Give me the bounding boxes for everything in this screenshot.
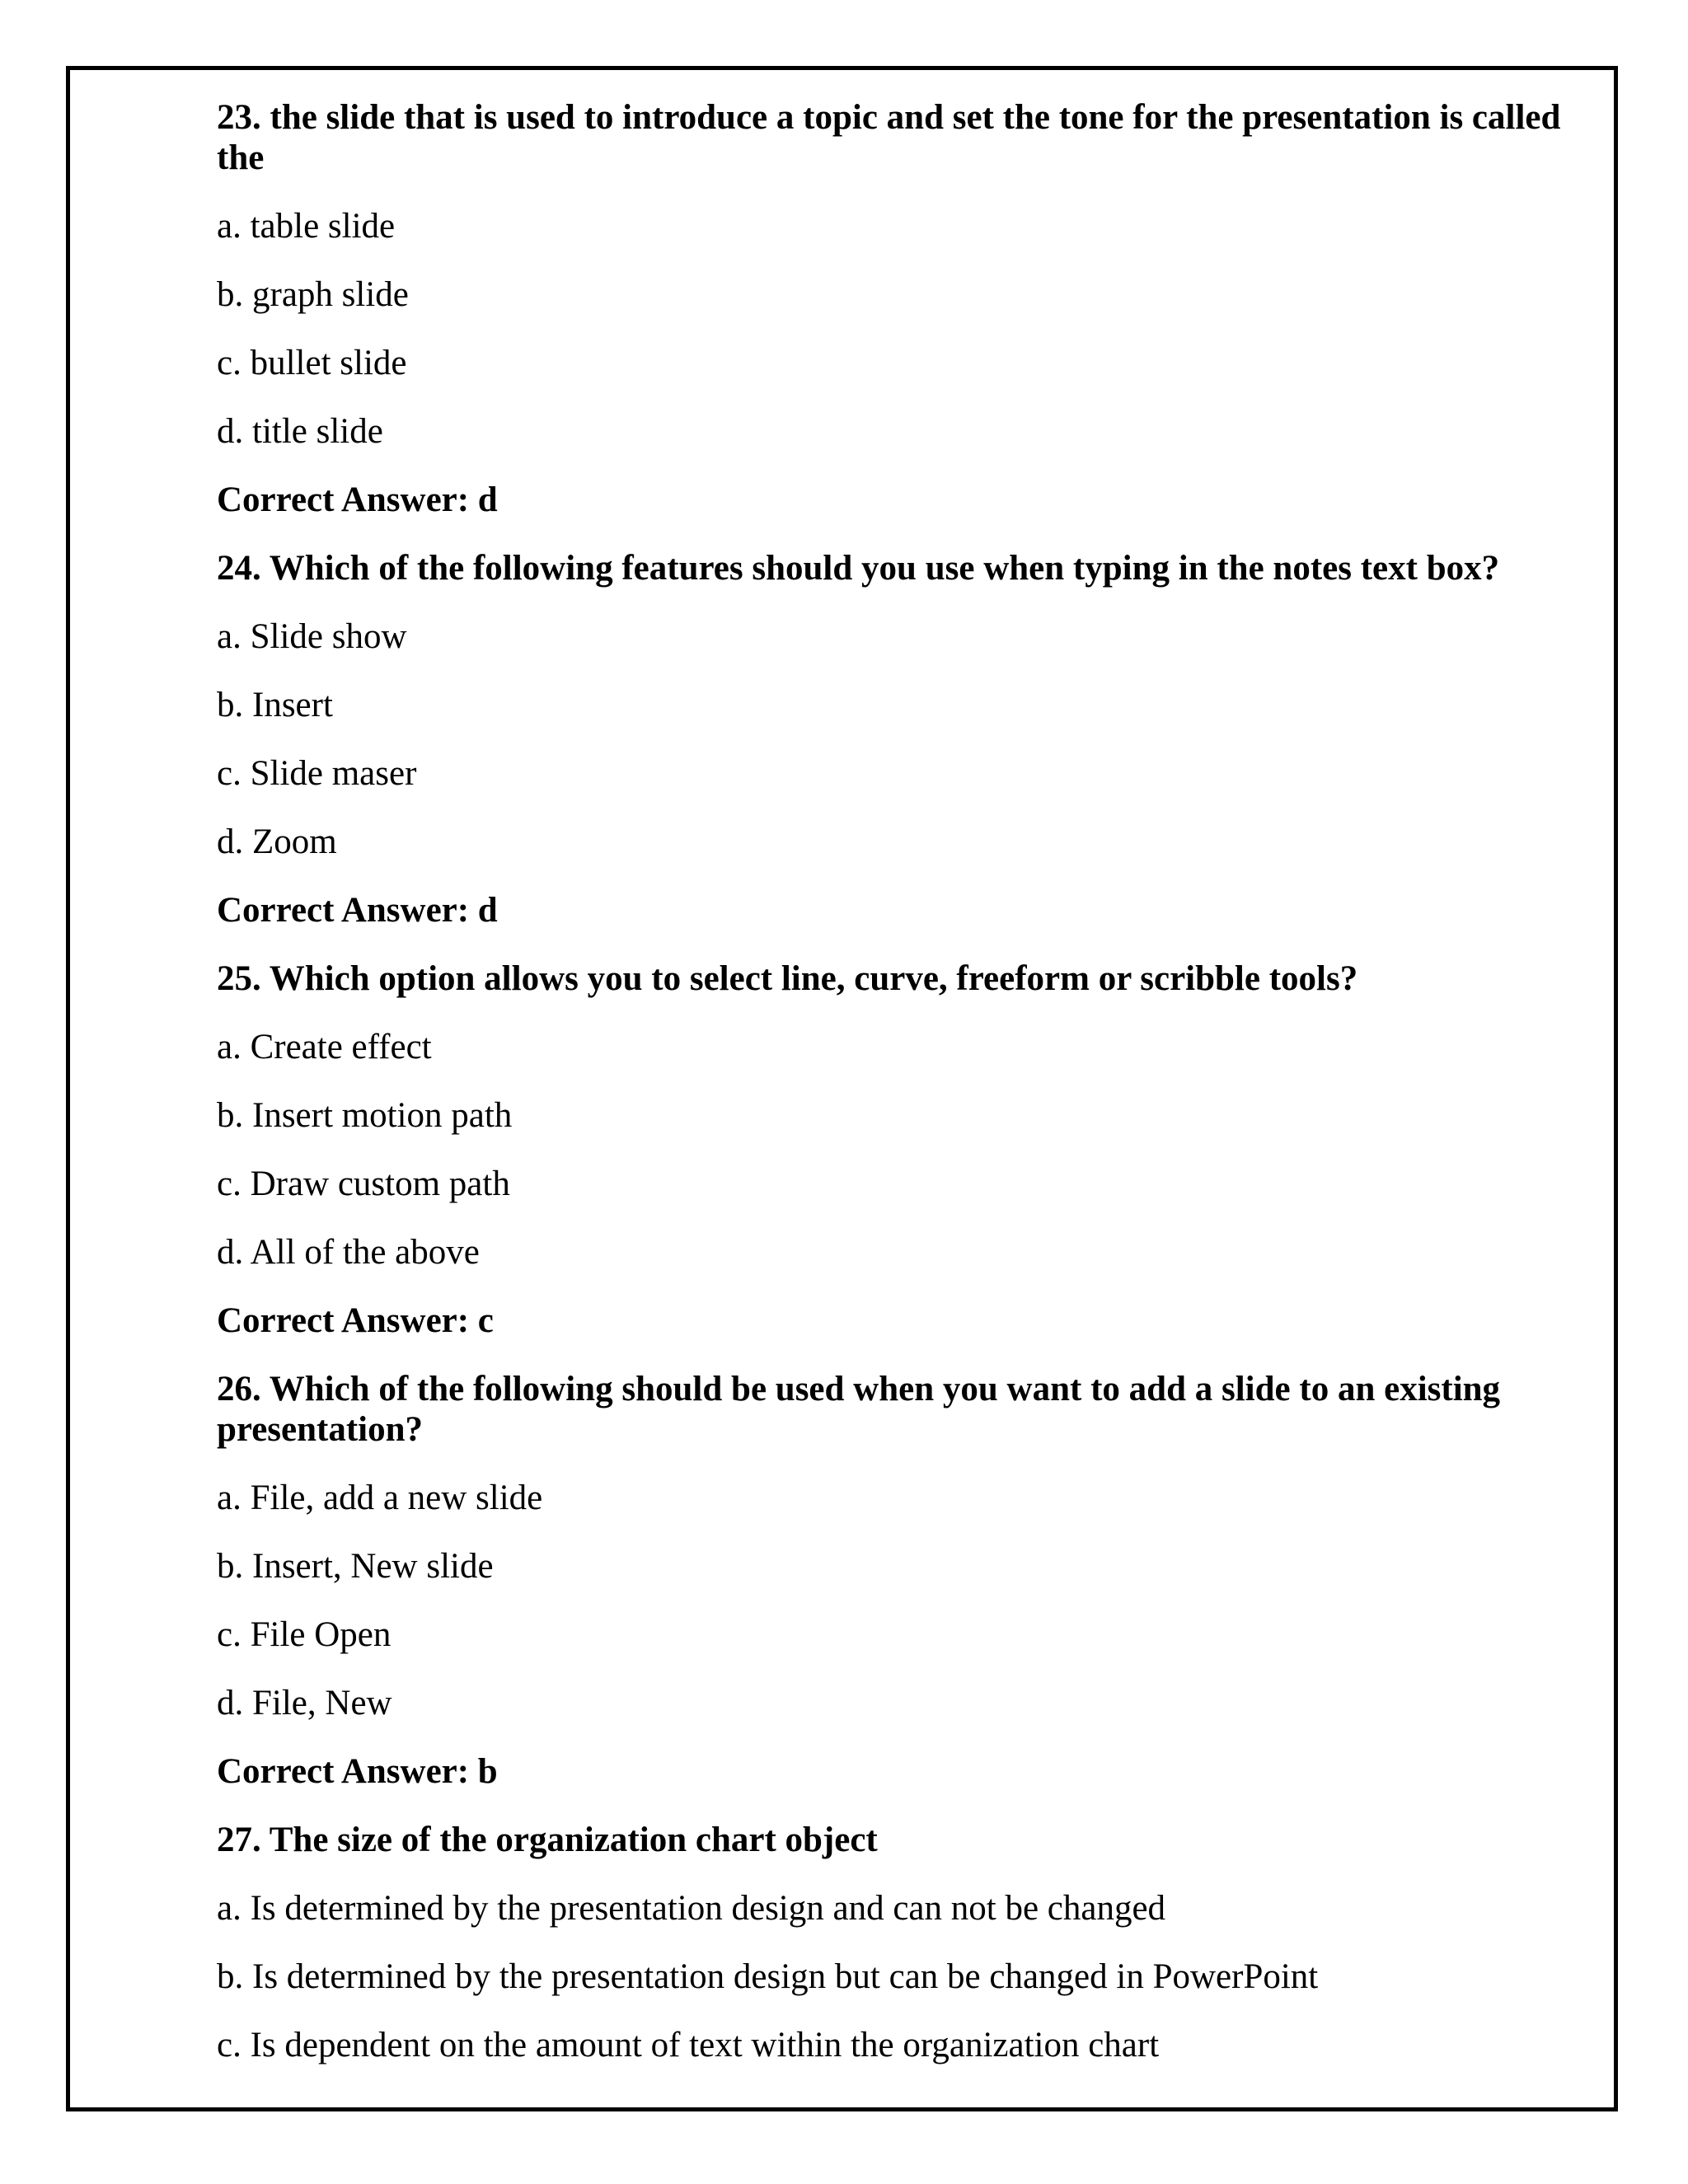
option-a: a. Slide show (217, 617, 407, 656)
question-block-25 (217, 958, 1587, 1341)
option-a: a. Is determined by the presentation design and can not be changed (217, 1889, 1166, 1928)
correct-answer: Correct Answer: d (217, 480, 498, 519)
option-b: b. Insert motion path (217, 1096, 513, 1135)
correct-answer: Correct Answer: d (217, 891, 498, 930)
option-b: b. Is determined by the presentation design but can be changed in PowerPoint (217, 1957, 1319, 1996)
option-c: c. Draw custom path (217, 1165, 510, 1203)
option-a: a. Create effect (217, 1028, 432, 1066)
correct-answer: Correct Answer: c (217, 1301, 494, 1340)
option-a: a. table slide (217, 207, 396, 246)
question-block-23 (217, 97, 1587, 520)
question-text: 23. the slide that is used to introduce a topic and set the tone for the presentation is called the (217, 98, 1561, 177)
correct-answer: Correct Answer: b (217, 1752, 498, 1791)
option-d: d. File, New (217, 1684, 392, 1722)
option-b: b. Insert (217, 686, 333, 724)
option-c: c. Is dependent on the amount of text within the organization chart (217, 2026, 1160, 2064)
option-d: d. Zoom (217, 823, 337, 861)
question-block-27 (217, 1820, 1587, 2065)
option-c: c. bullet slide (217, 344, 407, 382)
question-text: 24. Which of the following features should you use when typing in the notes text box? (217, 549, 1500, 588)
option-b: b. graph slide (217, 275, 409, 314)
question-text: 25. Which option allows you to select line, curve, freeform or scribble tools? (217, 959, 1358, 998)
quiz-content (217, 97, 1587, 2093)
option-d: d. All of the above (217, 1233, 480, 1272)
option-b: b. Insert, New slide (217, 1547, 494, 1586)
option-d: d. title slide (217, 412, 383, 451)
question-text: 26. Which of the following should be used when you want to add a slide to an existing presentation? (217, 1370, 1501, 1449)
question-block-24 (217, 548, 1587, 930)
option-c: c. File Open (217, 1615, 392, 1654)
option-a: a. File, add a new slide (217, 1479, 543, 1517)
option-c: c. Slide maser (217, 754, 417, 793)
question-text: 27. The size of the organization chart object (217, 1821, 878, 1859)
question-block-26 (217, 1369, 1587, 1792)
